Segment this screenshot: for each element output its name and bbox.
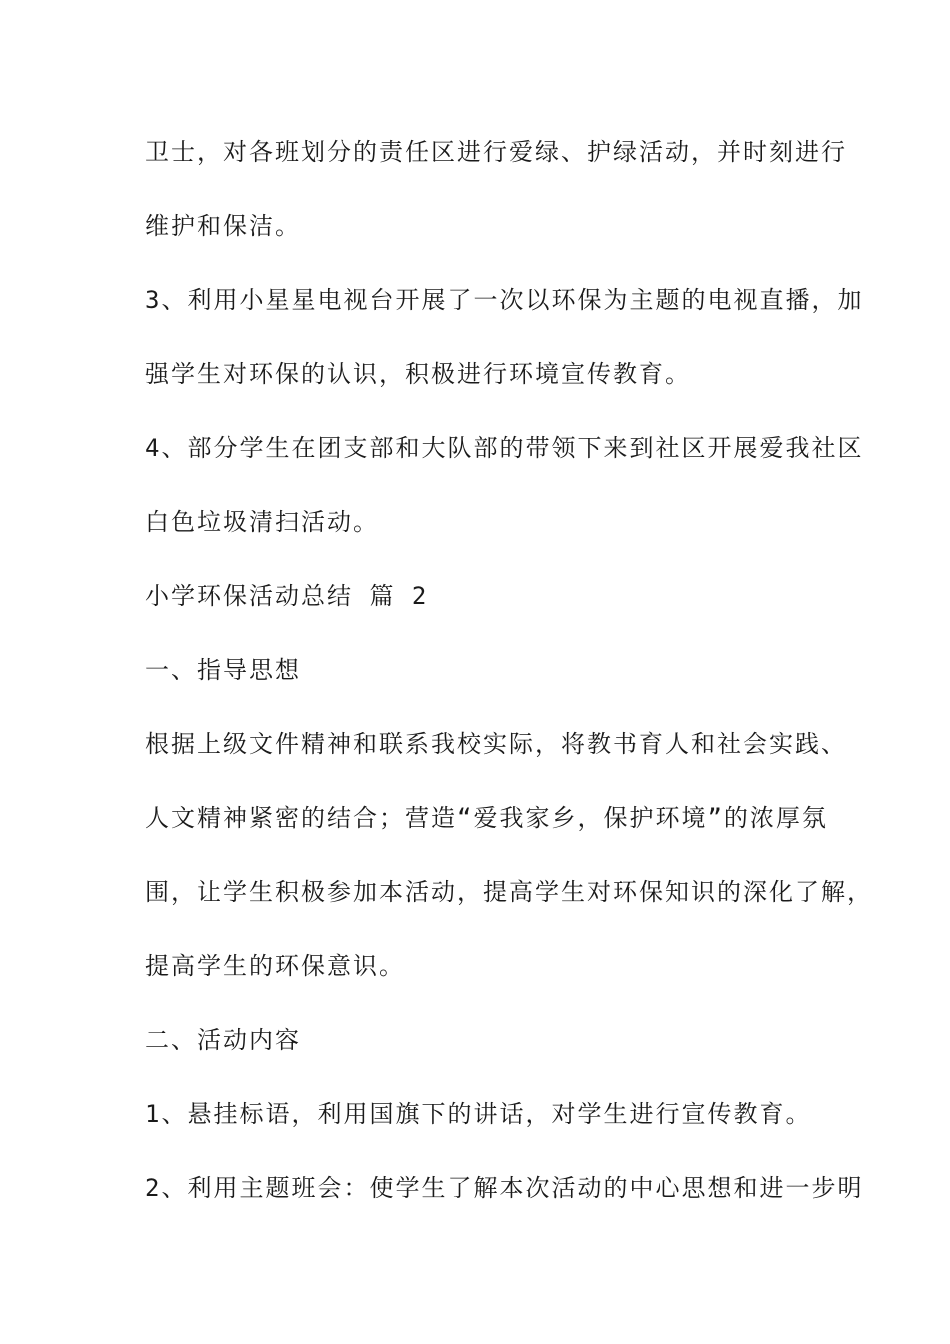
paragraph-line: 2、利用主题班会：使学生了解本次活动的中心思想和进一步明 [145,1174,864,1202]
paragraph-line: 1、悬挂标语，利用国旗下的讲话，对学生进行宣传教育。 [145,1100,812,1128]
paragraph-line: 4、部分学生在团支部和大队部的带领下来到社区开展爱我社区 [145,434,864,462]
paragraph-line: 围，让学生积极参加本活动，提高学生对环保知识的深化了解， [145,878,873,906]
section-title: 小学环保活动总结 篇 2 [145,582,429,610]
paragraph-line: 3、利用小星星电视台开展了一次以环保为主题的电视直播，加 [145,286,864,314]
paragraph-line: 强学生对环保的认识，积极进行环境宣传教育。 [145,360,691,388]
paragraph-line: 维护和保洁。 [145,212,301,240]
paragraph-line: 卫士，对各班划分的责任区进行爱绿、护绿活动，并时刻进行 [145,138,847,166]
paragraph-line: 白色垃圾清扫活动。 [145,508,379,536]
section-heading: 二、活动内容 [145,1026,301,1054]
paragraph-line: 人文精神紧密的结合；营造“爱我家乡，保护环境”的浓厚氛 [145,804,828,832]
paragraph-line: 根据上级文件精神和联系我校实际，将教书育人和社会实践、 [145,730,847,758]
paragraph-line: 提高学生的环保意识。 [145,952,405,980]
section-heading: 一、指导思想 [145,656,301,684]
